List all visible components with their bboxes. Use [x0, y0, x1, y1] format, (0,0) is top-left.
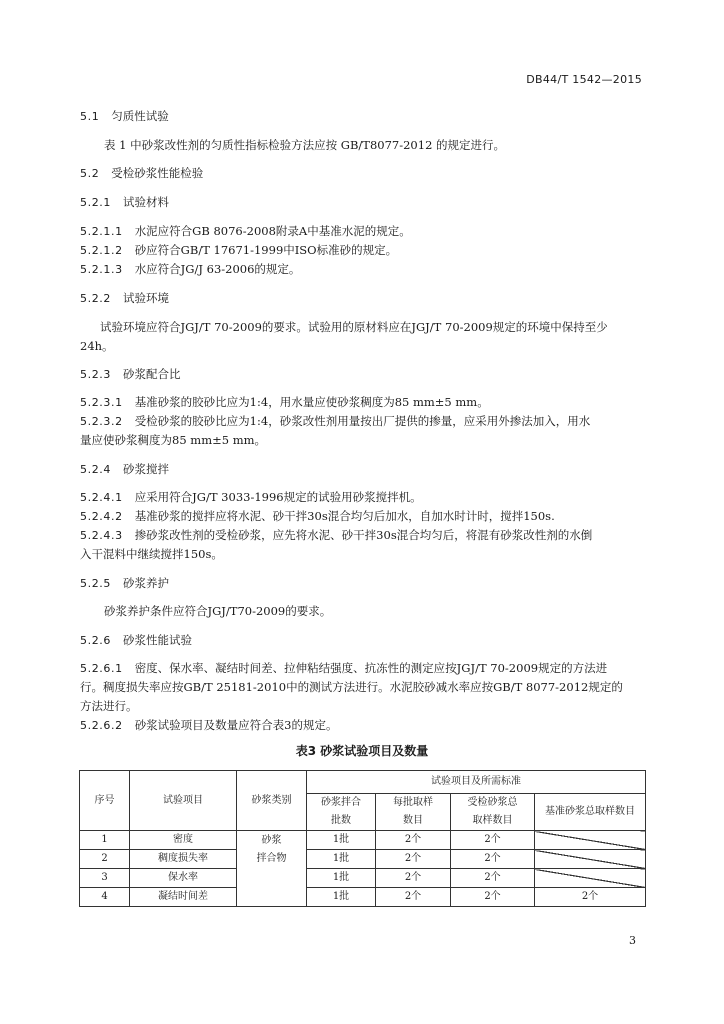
clause-text: 水应符合JG/J 63-2006的规定。 — [134, 262, 301, 276]
section-5-1 — [80, 108, 169, 124]
clause-5-2-4-1 — [80, 489, 422, 505]
category-line-2: 拌合物 — [256, 853, 287, 864]
clause-text: 应采用符合JG/T 3033-1996规定的试验用砂浆搅拌机。 — [134, 490, 422, 504]
cell-test-total: 2个 — [451, 869, 535, 888]
section-title: 匀质性试验 — [111, 109, 169, 123]
cell-base-total-empty — [535, 869, 646, 888]
cell-per-batch: 2个 — [376, 869, 451, 888]
cell-batches: 1批 — [307, 831, 376, 850]
section-title: 受检砂浆性能检验 — [111, 166, 204, 180]
clause-number: 5.2.4.1 — [80, 491, 123, 504]
clause-number: 5.2.6.1 — [80, 662, 123, 675]
clause-continuation: 方法进行。 — [80, 699, 138, 713]
table-row — [80, 831, 646, 850]
section-number: 5.1 — [80, 110, 100, 123]
section-title: 试验环境 — [123, 291, 169, 305]
cell-test-total: 2个 — [451, 888, 535, 907]
section-number: 5.2.6 — [80, 634, 111, 647]
clause-continuation: 行。稠度损失率应按GB/T 25181-2010中的测试方法进行。水泥胶砂减水率应按GB/T 8077-2012规定的 — [80, 680, 623, 694]
clause-text: 砂应符合GB/T 17671-1999中ISO标准砂的规定。 — [134, 243, 398, 257]
cell-base-total: 2个 — [535, 888, 646, 907]
section-title: 砂浆养护 — [123, 576, 169, 590]
table-row — [80, 888, 646, 907]
clause-5-2-3-1 — [80, 394, 489, 410]
section-title: 砂浆搅拌 — [123, 462, 169, 476]
section-title: 砂浆性能试验 — [123, 633, 192, 647]
section-title: 砂浆配合比 — [123, 367, 181, 381]
paragraph: 表 1 中砂浆改性剂的匀质性指标检验方法应按 GB/T8077-2012 的规定进行。 — [104, 138, 506, 152]
header-group: 试验项目及所需标准 — [307, 771, 646, 794]
cell-item: 稠度损失率 — [130, 850, 237, 869]
cell-seq: 1 — [80, 831, 130, 850]
clause-text: 水泥应符合GB 8076-2008附录A中基准水泥的规定。 — [134, 224, 411, 238]
clause-number: 5.2.1.2 — [80, 244, 123, 257]
cell-per-batch: 2个 — [376, 831, 451, 850]
header-mix-batches: 砂浆拌合 — [307, 794, 376, 813]
header-base-total: 基准砂浆总取样数目 — [535, 794, 646, 831]
cell-per-batch: 2个 — [376, 850, 451, 869]
section-5-2-2 — [80, 290, 169, 306]
header-mix-batches-l2: 批数 — [307, 812, 376, 831]
clause-text: 砂浆试验项目及数量应符合表3的规定。 — [134, 718, 338, 732]
header-seq: 序号 — [80, 771, 130, 831]
clause-number: 5.2.4.3 — [80, 529, 123, 542]
section-5-2-6 — [80, 632, 192, 648]
clause-5-2-4-2 — [80, 508, 555, 524]
table-row — [80, 850, 646, 869]
header-category: 砂浆类别 — [237, 771, 307, 831]
table-caption: 表3 砂浆试验项目及数量 — [295, 744, 429, 758]
section-number: 5.2 — [80, 167, 100, 180]
clause-text: 基准砂浆的胶砂比应为1:4，用水量应使砂浆稠度为85 mm±5 mm。 — [134, 395, 489, 409]
category-line-1: 砂浆 — [261, 835, 282, 846]
clause-5-2-6-2 — [80, 717, 338, 733]
section-number: 5.2.1 — [80, 196, 111, 209]
clause-text: 掺砂浆改性剂的受检砂浆，应先将水泥、砂干拌30s混合均匀后，将混有砂浆改性剂的水倒 — [134, 528, 593, 542]
clause-text: 基准砂浆的搅拌应将水泥、砂干拌30s混合均匀后加水，自加水时计时，搅拌150s. — [134, 509, 555, 523]
cell-batches: 1批 — [307, 888, 376, 907]
section-number: 5.2.5 — [80, 577, 111, 590]
page-number: 3 — [629, 934, 636, 947]
cell-batches: 1批 — [307, 869, 376, 888]
clause-5-2-6-1 — [80, 660, 607, 676]
header-item: 试验项目 — [130, 771, 237, 831]
cell-category — [237, 831, 307, 907]
cell-base-total-empty — [535, 831, 646, 850]
cell-item: 凝结时间差 — [130, 888, 237, 907]
header-test-total: 受检砂浆总 — [451, 794, 535, 813]
section-title: 试验材料 — [123, 195, 169, 209]
cell-test-total: 2个 — [451, 850, 535, 869]
section-5-2-4 — [80, 461, 169, 477]
section-number: 5.2.3 — [80, 368, 111, 381]
clause-5-2-1-2 — [80, 242, 397, 258]
clause-number: 5.2.3.2 — [80, 415, 123, 428]
clause-number: 5.2.3.1 — [80, 396, 123, 409]
clause-5-2-1-1 — [80, 223, 411, 239]
paragraph: 试验环境应符合JGJ/T 70-2009的要求。试验用的原材料应在JGJ/T 70-2009规定的环境中保持至少 — [100, 320, 608, 334]
section-5-2-3 — [80, 366, 181, 382]
test-items-table — [79, 770, 646, 907]
cell-seq: 3 — [80, 869, 130, 888]
paragraph: 砂浆养护条件应符合JGJ/T70-2009的要求。 — [104, 604, 332, 618]
section-5-2 — [80, 165, 203, 181]
clause-number: 5.2.1.3 — [80, 263, 123, 276]
table-header-row — [80, 771, 646, 794]
table-row — [80, 869, 646, 888]
cell-batches: 1批 — [307, 850, 376, 869]
section-number: 5.2.4 — [80, 463, 111, 476]
clause-number: 5.2.6.2 — [80, 719, 123, 732]
cell-seq: 4 — [80, 888, 130, 907]
clause-5-2-4-3 — [80, 527, 592, 543]
clause-5-2-3-2 — [80, 413, 590, 429]
clause-text: 受检砂浆的胶砂比应为1:4，砂浆改性剂用量按出厂提供的掺量，应采用外掺法加入，用水 — [134, 414, 591, 428]
paragraph-continuation: 24h。 — [80, 339, 114, 353]
clause-5-2-1-3 — [80, 261, 300, 277]
clause-continuation: 量应使砂浆稠度为85 mm±5 mm。 — [80, 433, 267, 447]
header-per-batch: 每批取样 — [376, 794, 451, 813]
section-number: 5.2.2 — [80, 292, 111, 305]
clause-continuation: 入干混料中继续搅拌150s。 — [80, 547, 223, 561]
cell-item: 保水率 — [130, 869, 237, 888]
clause-text: 密度、保水率、凝结时间差、拉伸粘结强度、抗冻性的测定应按JGJ/T 70-2009规定的方法进 — [134, 661, 608, 675]
section-5-2-5 — [80, 575, 169, 591]
clause-number: 5.2.1.1 — [80, 225, 123, 238]
cell-item: 密度 — [130, 831, 237, 850]
clause-number: 5.2.4.2 — [80, 510, 123, 523]
cell-seq: 2 — [80, 850, 130, 869]
section-5-2-1 — [80, 194, 169, 210]
cell-per-batch: 2个 — [376, 888, 451, 907]
document-code: DB44/T 1542—2015 — [526, 73, 642, 86]
header-test-total-l2: 取样数目 — [451, 812, 535, 831]
header-per-batch-l2: 数目 — [376, 812, 451, 831]
cell-base-total-empty — [535, 850, 646, 869]
cell-test-total: 2个 — [451, 831, 535, 850]
